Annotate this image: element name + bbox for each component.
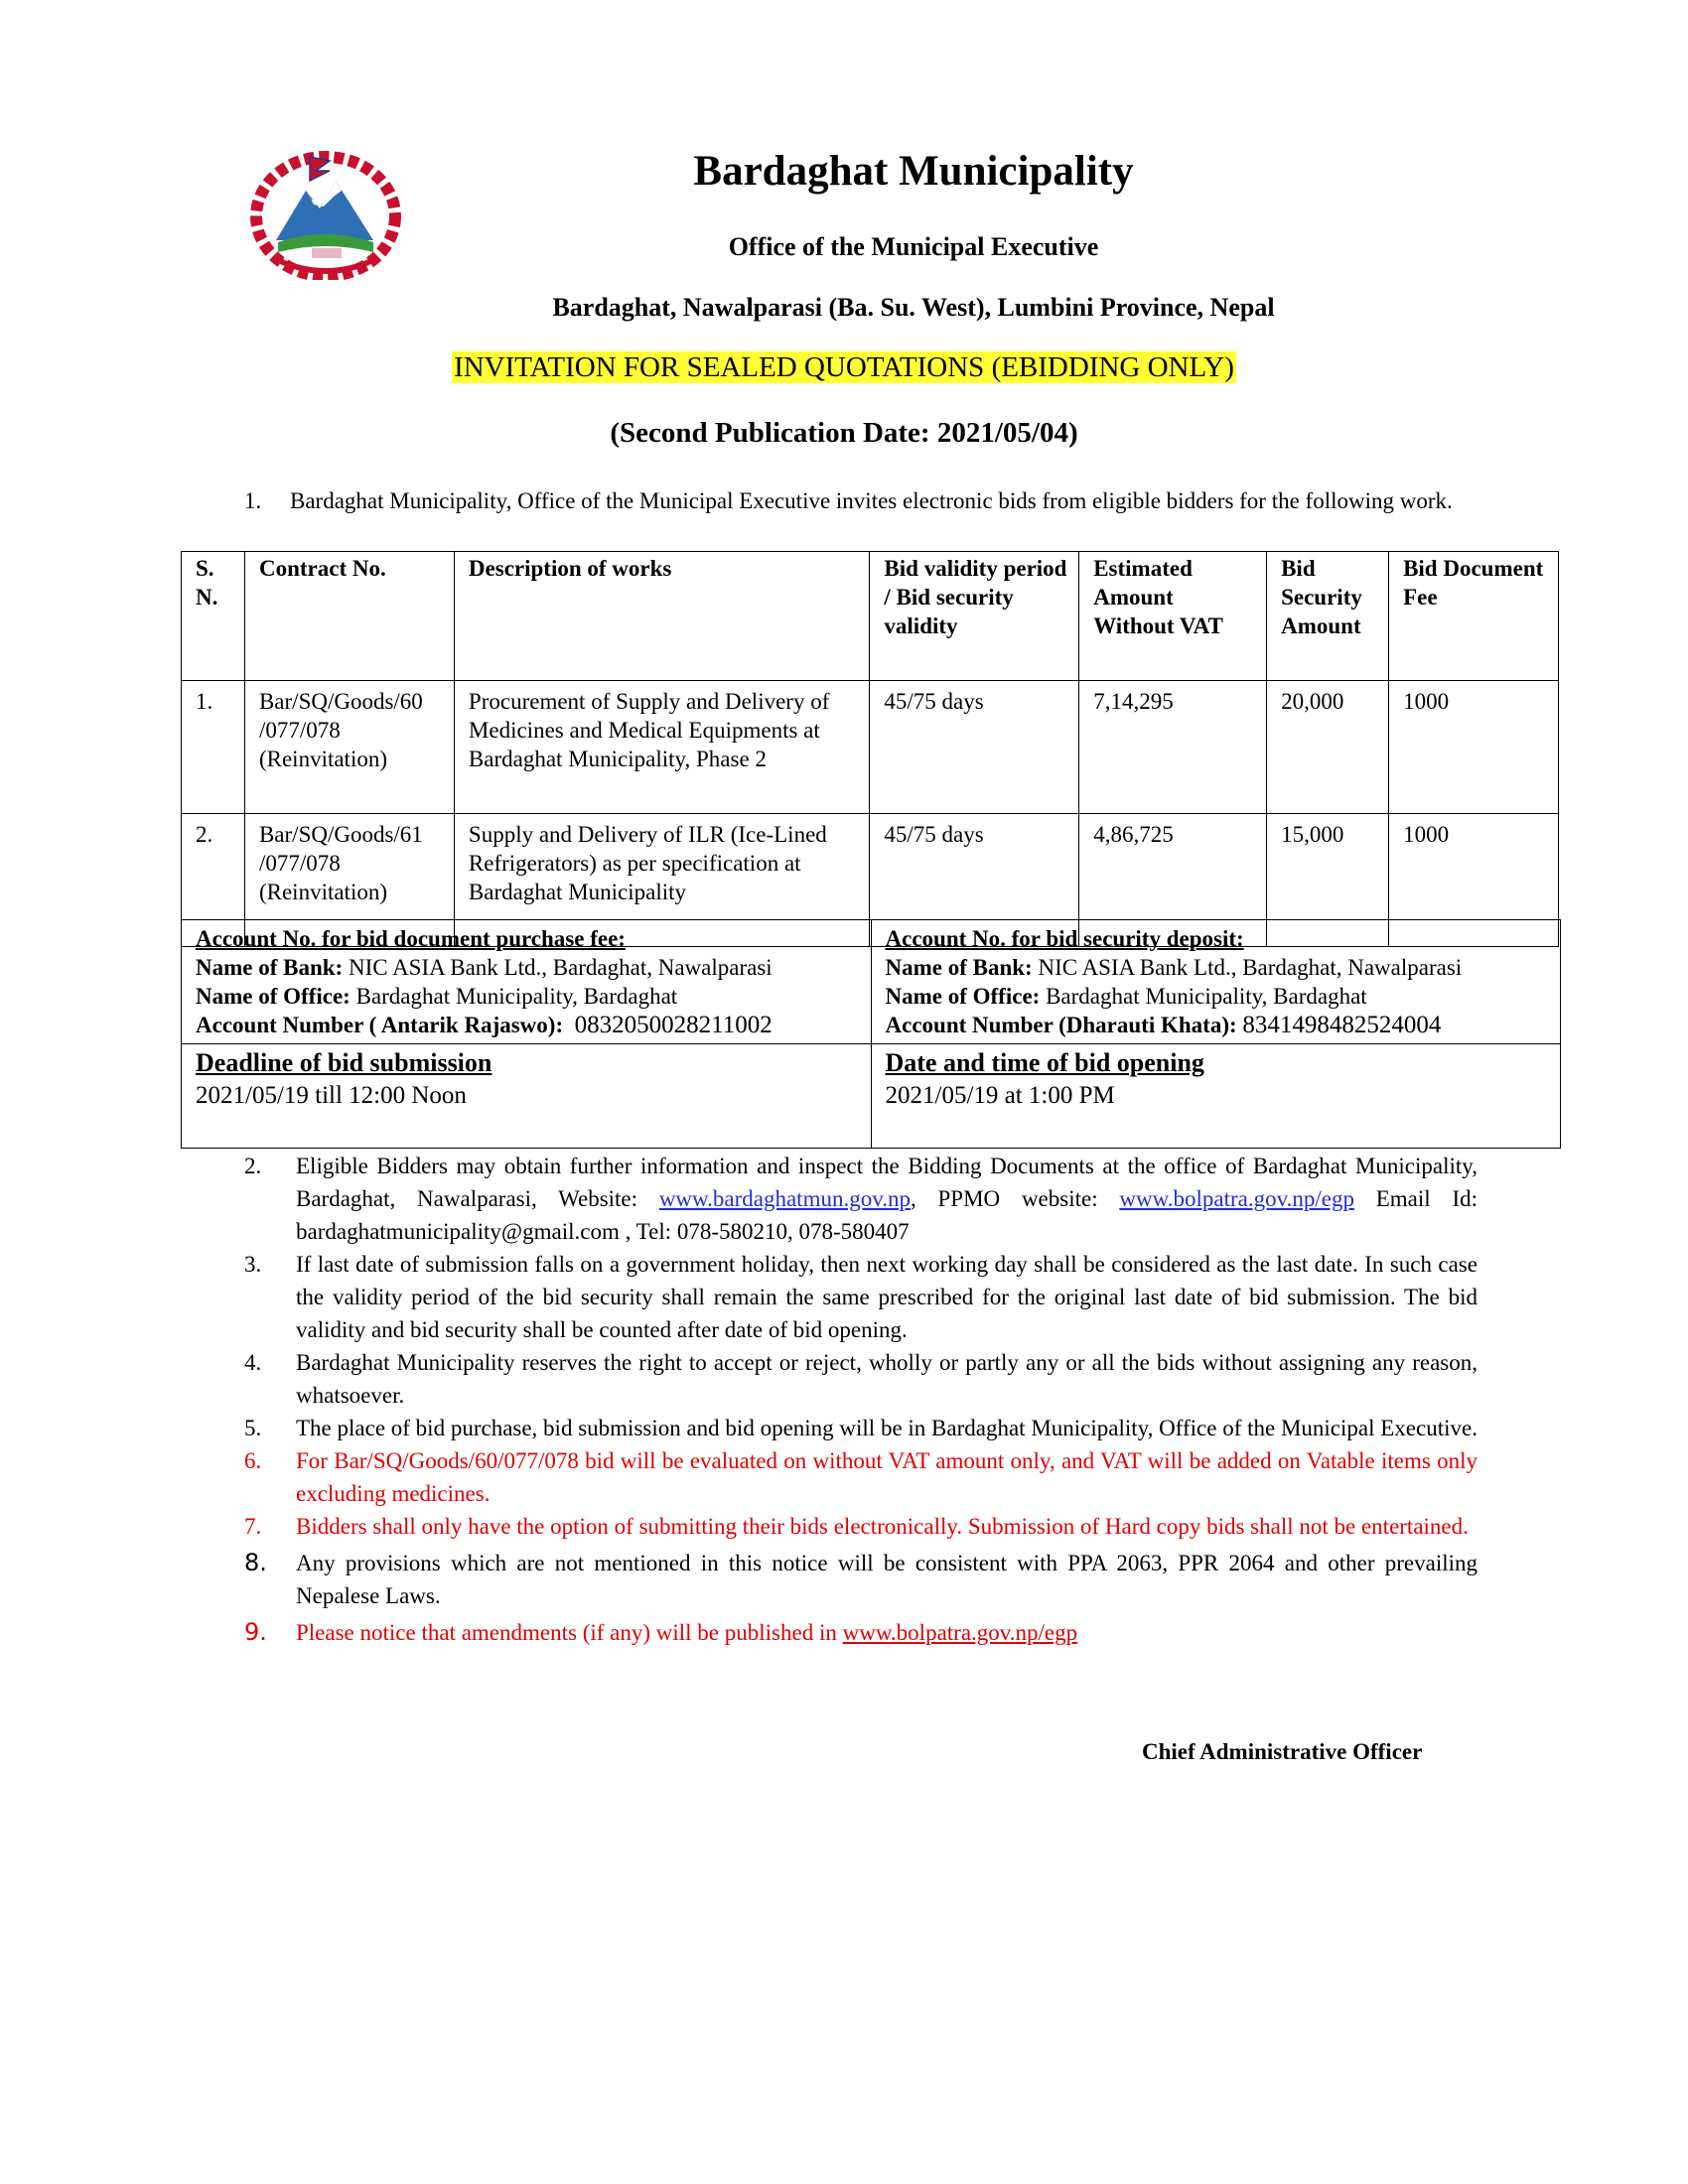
- bank-name: NIC ASIA Bank Ltd., Bardaghat, Nawalparasi: [1038, 955, 1463, 980]
- cell-validity: 45/75 days: [870, 814, 1079, 947]
- intro-paragraph: [234, 484, 1495, 517]
- cell-fee: 1000: [1389, 681, 1559, 814]
- bank-label: Name of Bank:: [885, 955, 1033, 980]
- cell-validity: 45/75 days: [870, 681, 1079, 814]
- list-item: [234, 1510, 1477, 1543]
- invitation-heading: [0, 351, 1688, 384]
- cell-contract: Bar/SQ/Goods/60 /077/078 (Reinvitation): [244, 681, 454, 814]
- item-number: 9.: [244, 1618, 267, 1646]
- item-text: Any provisions which are not mentioned in this notice will be consistent with PPA 2063, PPR 2064 and other prevailing Nepalese Laws.: [296, 1551, 1477, 1608]
- item-number: 2.: [244, 1154, 262, 1178]
- publication-date: (Second Publication Date: 2021/05/04): [610, 417, 1078, 449]
- office-name: Bardaghat Municipality, Bardaghat: [355, 984, 678, 1009]
- item-number: 3.: [244, 1252, 262, 1277]
- list-item: [234, 1616, 1477, 1649]
- item-text: [296, 1150, 1477, 1248]
- col-header-amount: Estimated Amount Without VAT: [1079, 552, 1267, 681]
- page-title: Bardaghat Municipality: [693, 148, 1134, 195]
- intro-text: Bardaghat Municipality, Office of the Municipal Executive invites electronic bids from eligible bidders for the following work.: [290, 488, 1453, 513]
- table-header-row: [182, 552, 1559, 681]
- deadline-heading: Deadline of bid submission: [196, 1048, 492, 1077]
- bank-name: NIC ASIA Bank Ltd., Bardaghat, Nawalparasi: [348, 955, 773, 980]
- col-header-description: Description of works: [454, 552, 870, 681]
- accounts-table: [181, 919, 1561, 1149]
- cell-fee: 1000: [1389, 814, 1559, 947]
- account-number: 0832050028211002: [574, 1012, 773, 1038]
- list-item: [234, 1150, 1477, 1248]
- item-number: 7.: [244, 1514, 262, 1539]
- col-header-contract: Contract No.: [244, 552, 454, 681]
- item-number: 4.: [244, 1350, 262, 1375]
- item-text-part: Eligible Bidders may obtain further information and inspect the Bidding Documents at the office of Bardaghat Municipality, Bardaghat, Nawalparasi, Website:: [296, 1154, 1477, 1211]
- col-header-security: Bid Security Amount: [1267, 552, 1389, 681]
- purchase-account-heading: Account No. for bid document purchase fee:: [196, 926, 626, 951]
- office-label: Name of Office:: [885, 984, 1041, 1009]
- opening-value: 2021/05/19 at 1:00 PM: [885, 1082, 1115, 1109]
- office-name: Bardaghat Municipality, Bardaghat: [1046, 984, 1367, 1009]
- intro-number: 1.: [244, 488, 262, 513]
- notice-list: [234, 1150, 1477, 1649]
- item-text: If last date of submission falls on a government holiday, then next working day shall be considered as the last date. In such case the validity period of the bid security shall remain the same prescribed for the original last date of bid submission. The bid validity and bid security shall be counted after date of bid opening.: [296, 1252, 1477, 1342]
- cell-security: 20,000: [1267, 681, 1389, 814]
- item-text: [296, 1616, 1477, 1649]
- cell-security: 15,000: [1267, 814, 1389, 947]
- list-item: [234, 1547, 1477, 1612]
- col-header-validity: Bid validity period / Bid security validity: [870, 552, 1079, 681]
- security-account-box: [871, 920, 1561, 1044]
- security-account-heading: Account No. for bid security deposit:: [885, 926, 1244, 951]
- item-number: 6.: [244, 1448, 262, 1473]
- item-number: 5.: [244, 1416, 262, 1440]
- cell-sn: 1.: [182, 681, 245, 814]
- municipality-website-link[interactable]: www.bardaghatmun.gov.np: [658, 1186, 911, 1211]
- cell-sn: 2.: [182, 814, 245, 947]
- opening-heading: Date and time of bid opening: [885, 1048, 1204, 1077]
- address-line: Bardaghat, Nawalparasi (Ba. Su. West), Lumbini Province, Nepal: [552, 293, 1275, 322]
- item-text: Bardaghat Municipality reserves the right to accept or reject, wholly or partly any or all the bids without assigning any reason, whatsoever.: [296, 1350, 1477, 1408]
- ppmo-website-link[interactable]: www.bolpatra.gov.np/egp: [1119, 1186, 1354, 1211]
- cell-amount: 7,14,295: [1079, 681, 1267, 814]
- deadline-value: 2021/05/19 till 12:00 Noon: [196, 1082, 467, 1109]
- deadline-box: [182, 1044, 872, 1149]
- item-text-part: , PPMO website:: [910, 1186, 1120, 1211]
- signature: Chief Administrative Officer: [1142, 1739, 1423, 1764]
- item-text: The place of bid purchase, bid submission and bid opening will be in Bardaghat Municipality, Office of the Municipal Executive.: [296, 1416, 1477, 1440]
- item-text: Bidders shall only have the option of submitting their bids electronically. Submission of Hard copy bids shall not be entertained.: [296, 1514, 1469, 1539]
- account-number: 8341498482524004: [1242, 1012, 1442, 1038]
- cell-description: Supply and Delivery of ILR (Ice-Lined Refrigerators) as per specification at Bardaghat Municipality: [454, 814, 870, 947]
- col-header-sn: S. N.: [182, 552, 245, 681]
- opening-box: [871, 1044, 1561, 1149]
- table-row: [182, 681, 1559, 814]
- account-label: Account Number ( Antarik Rajaswo):: [196, 1013, 564, 1037]
- purchase-account-box: [182, 920, 872, 1044]
- item-number: 8.: [244, 1549, 267, 1576]
- bolpatra-link[interactable]: www.bolpatra.gov.np/egp: [842, 1620, 1078, 1645]
- cell-description: Procurement of Supply and Delivery of Medicines and Medical Equipments at Bardaghat Municipality, Phase 2: [454, 681, 870, 814]
- cell-amount: 4,86,725: [1079, 814, 1267, 947]
- cell-contract: Bar/SQ/Goods/61 /077/078 (Reinvitation): [244, 814, 454, 947]
- list-item: [234, 1248, 1477, 1346]
- list-item: [234, 1346, 1477, 1412]
- works-table: [181, 551, 1559, 947]
- list-item: [234, 1444, 1477, 1510]
- office-subtitle: Office of the Municipal Executive: [728, 232, 1099, 261]
- item-text-part: Please notice that amendments (if any) will be published in: [296, 1620, 843, 1645]
- col-header-fee: Bid Document Fee: [1389, 552, 1559, 681]
- bank-label: Name of Bank:: [196, 955, 344, 980]
- account-label: Account Number (Dharauti Khata):: [885, 1013, 1237, 1037]
- item-text: For Bar/SQ/Goods/60/077/078 bid will be evaluated on without VAT amount only, and VAT will be added on Vatable items only excluding medicines.: [296, 1448, 1477, 1506]
- office-label: Name of Office:: [196, 984, 351, 1009]
- list-item: [234, 1412, 1477, 1444]
- item-text-part: Email Id: bardaghatmunicipality@gmail.com , Tel: 078-580210, 078-580407: [296, 1186, 1478, 1244]
- invitation-highlight: INVITATION FOR SEALED QUOTATIONS (EBIDDING ONLY): [454, 351, 1234, 383]
